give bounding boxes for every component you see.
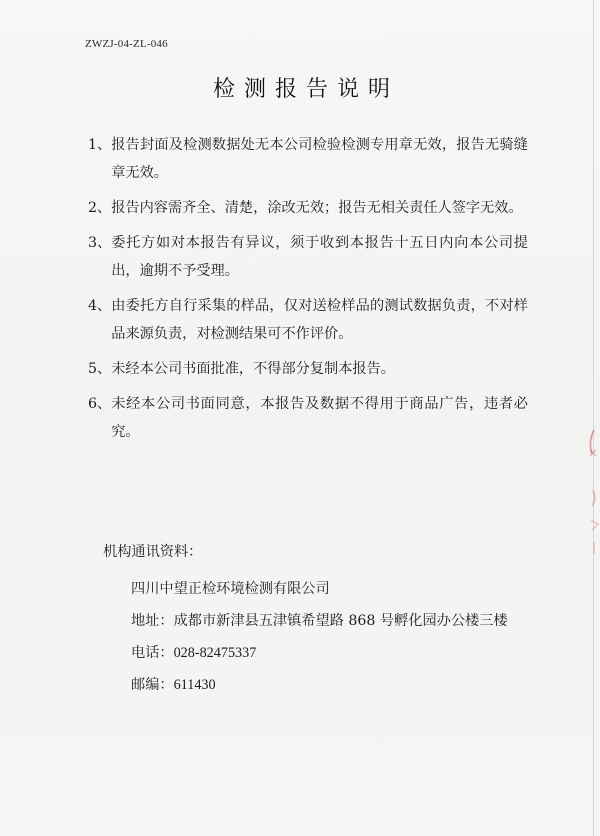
- postcode-value: 611430: [173, 677, 216, 693]
- address-value: 成都市新津县五津镇希望路 868 号孵化园办公楼三楼: [173, 613, 508, 629]
- address-label: 地址：: [131, 613, 174, 629]
- item-text: 报告封面及检测数据处无本公司检验检测专用章无效，报告无骑缝章无效。: [111, 137, 528, 181]
- page-title: 检测报告说明: [212, 77, 399, 102]
- list-item: [88, 355, 528, 383]
- item-number: 5、: [88, 361, 112, 377]
- phone-value: 028-82475337: [173, 645, 257, 661]
- seal-stamp-edge: [574, 420, 600, 560]
- item-text: 未经本公司书面批准，不得部分复制本报告。: [111, 361, 395, 377]
- document-code: ZWZJ-04-ZL-046: [85, 38, 168, 50]
- item-number: 1、: [88, 137, 112, 153]
- postcode-line: [131, 669, 508, 701]
- item-text: 委托方如对本报告有异议，须于收到本报告十五日内向本公司提出，逾期不予受理。: [111, 235, 528, 279]
- list-item: [88, 194, 528, 222]
- notice-list: [88, 131, 528, 453]
- scan-edge-line: [593, 0, 594, 836]
- contact-heading: 机构通讯资料：: [103, 544, 203, 560]
- contact-block: [103, 538, 508, 701]
- item-text: 报告内容需齐全、清楚，涂改无效；报告无相关责任人签字无效。: [111, 200, 523, 216]
- item-number: 2、: [88, 200, 112, 216]
- item-text: 由委托方自行采集的样品，仅对送检样品的测试数据负责，不对样品来源负责，对检测结果可不作评价。: [111, 298, 528, 342]
- address-line: [131, 605, 508, 637]
- postcode-label: 邮编：: [131, 677, 174, 693]
- list-item: [88, 390, 528, 446]
- contact-details: [131, 573, 508, 701]
- item-number: 4、: [88, 298, 112, 314]
- list-item: [88, 292, 528, 348]
- phone-label: 电话：: [131, 645, 174, 661]
- item-number: 3、: [88, 235, 112, 251]
- item-number: 6、: [88, 396, 112, 412]
- list-item: [88, 131, 528, 187]
- company-name: 四川中望正检环境检测有限公司: [131, 581, 330, 597]
- list-item: [88, 229, 528, 285]
- phone-line: [131, 637, 508, 669]
- item-text: 未经本公司书面同意，本报告及数据不得用于商品广告，违者必究。: [111, 396, 528, 440]
